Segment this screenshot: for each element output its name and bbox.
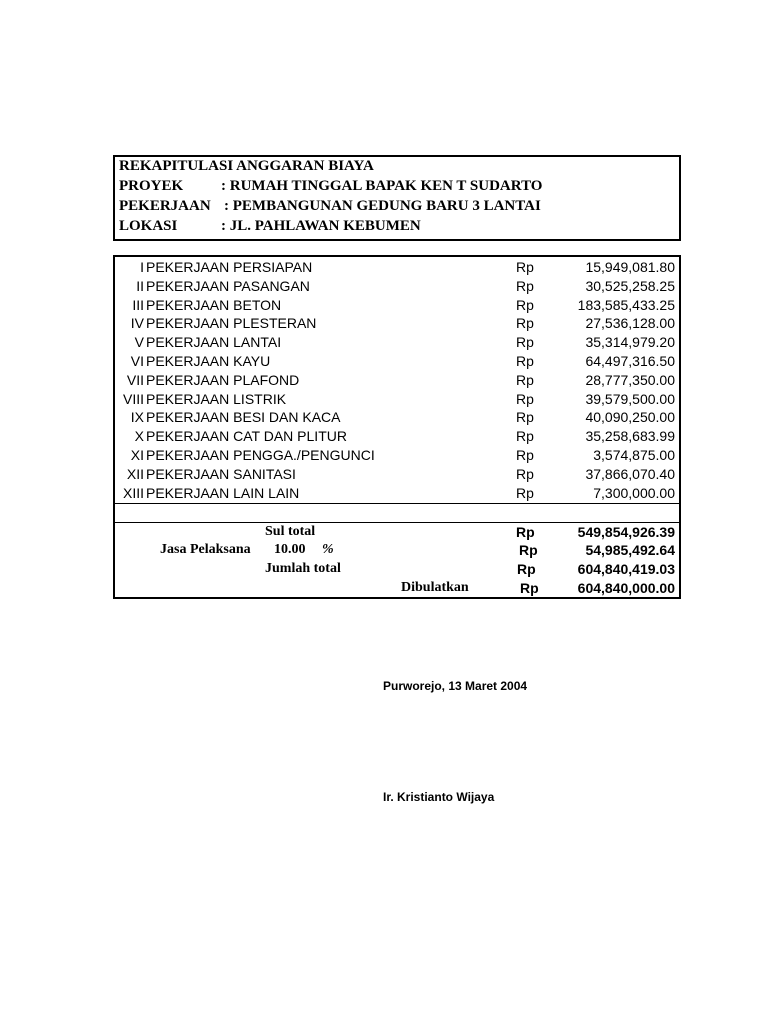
item-description: PEKERJAAN PLESTERAN xyxy=(146,315,317,332)
pekerjaan-label: PEKERJAAN xyxy=(119,198,211,214)
item-description: PEKERJAAN PERSIAPAN xyxy=(146,259,313,275)
item-amount: 39,579,500.00 xyxy=(585,390,675,407)
item-description: PEKERJAAN LANTAI xyxy=(146,334,282,351)
pekerjaan-line xyxy=(119,198,541,215)
items-box xyxy=(113,255,681,599)
item-row xyxy=(115,391,679,410)
item-row xyxy=(115,485,679,504)
proyek-line xyxy=(119,178,542,195)
separator-top xyxy=(115,503,679,504)
item-number: XIII xyxy=(122,484,144,501)
total-label: Jumlah total xyxy=(265,561,341,576)
proyek-value: : RUMAH TINGGAL BAPAK KEN T SUDARTO xyxy=(221,178,543,194)
item-description: PEKERJAAN PLAFOND xyxy=(146,371,300,388)
subtotal-label: Sul total xyxy=(265,524,316,539)
item-amount: 28,777,350.00 xyxy=(585,371,675,388)
item-currency: Rp xyxy=(516,259,534,275)
item-amount: 27,536,128.00 xyxy=(585,315,675,332)
item-description: PEKERJAAN PENGGA./PENGUNCI xyxy=(146,447,375,463)
item-number: XII xyxy=(126,465,144,482)
item-description: PEKERJAAN BETON xyxy=(146,296,282,313)
separator-bottom xyxy=(115,522,679,523)
item-description: PEKERJAAN LISTRIK xyxy=(146,390,287,407)
item-currency: Rp xyxy=(516,447,534,463)
document-title: REKAPITULASI ANGGARAN BIAYA xyxy=(119,158,374,174)
item-row xyxy=(115,259,679,278)
subtotal-currency: Rp xyxy=(516,524,535,540)
header-box xyxy=(113,155,681,241)
item-description: PEKERJAAN PASANGAN xyxy=(146,277,310,294)
item-currency: Rp xyxy=(516,353,534,369)
item-row xyxy=(115,428,679,447)
jasa-percent-sign: % xyxy=(322,542,334,557)
pekerjaan-value: : PEMBANGUNAN GEDUNG BARU 3 LANTAI xyxy=(224,198,541,214)
item-row xyxy=(115,297,679,316)
item-description: PEKERJAAN SANITASI xyxy=(146,465,296,482)
item-number: V xyxy=(134,334,144,351)
jasa-percent: 10.00 xyxy=(274,542,306,557)
item-currency: Rp xyxy=(516,315,534,332)
item-currency: Rp xyxy=(516,334,534,351)
rounded-amount: 604,840,000.00 xyxy=(577,580,675,596)
item-number: IV xyxy=(130,315,144,332)
subtotal-amount: 549,854,926.39 xyxy=(577,524,675,540)
item-currency: Rp xyxy=(516,465,534,482)
item-amount: 30,525,258.25 xyxy=(585,277,675,294)
item-currency: Rp xyxy=(516,277,534,294)
item-currency: Rp xyxy=(516,484,534,501)
item-row xyxy=(115,447,679,466)
item-number: XI xyxy=(130,447,144,463)
item-amount: 64,497,316.50 xyxy=(585,353,675,369)
item-amount: 3,574,875.00 xyxy=(593,447,675,463)
jasa-currency: Rp xyxy=(519,542,538,558)
item-number: X xyxy=(134,428,144,445)
item-number: II xyxy=(136,277,144,294)
total-amount: 604,840,419.03 xyxy=(577,561,675,577)
item-amount: 15,949,081.80 xyxy=(585,259,675,275)
item-row xyxy=(115,409,679,428)
item-currency: Rp xyxy=(516,296,534,313)
item-number: IX xyxy=(130,409,144,426)
item-currency: Rp xyxy=(516,371,534,388)
item-amount: 183,585,433.25 xyxy=(577,296,675,313)
item-number: I xyxy=(140,259,144,275)
item-currency: Rp xyxy=(516,428,534,445)
rounded-label: Dibulatkan xyxy=(401,580,469,595)
lokasi-value: : JL. PAHLAWAN KEBUMEN xyxy=(221,218,421,234)
item-amount: 37,866,070.40 xyxy=(585,465,675,482)
item-description: PEKERJAAN LAIN LAIN xyxy=(146,484,300,501)
item-amount: 7,300,000.00 xyxy=(593,484,675,501)
item-description: PEKERJAAN KAYU xyxy=(146,353,271,369)
item-number: III xyxy=(132,296,144,313)
item-number: VII xyxy=(126,371,144,388)
item-amount: 40,090,250.00 xyxy=(585,409,675,426)
item-amount: 35,258,683.99 xyxy=(585,428,675,445)
lokasi-label: LOKASI xyxy=(119,218,178,234)
item-row xyxy=(115,353,679,372)
item-currency: Rp xyxy=(516,390,534,407)
item-amount: 35,314,979.20 xyxy=(585,334,675,351)
item-description: PEKERJAAN CAT DAN PLITUR xyxy=(146,428,347,445)
item-description: PEKERJAAN BESI DAN KACA xyxy=(146,409,341,426)
lokasi-line xyxy=(119,218,421,235)
item-currency: Rp xyxy=(516,409,534,426)
item-row xyxy=(115,372,679,391)
item-row xyxy=(115,278,679,297)
item-row xyxy=(115,466,679,485)
item-number: VIII xyxy=(122,390,144,407)
proyek-label: PROYEK xyxy=(119,178,184,194)
jasa-amount: 54,985,492.64 xyxy=(585,542,675,558)
total-currency: Rp xyxy=(517,561,536,577)
signer-name: Ir. Kristianto Wijaya xyxy=(383,790,495,804)
item-row xyxy=(115,315,679,334)
item-number: VI xyxy=(130,353,144,369)
item-row xyxy=(115,334,679,353)
rounded-currency: Rp xyxy=(520,580,539,596)
place-date: Purworejo, 13 Maret 2004 xyxy=(383,679,528,693)
jasa-label: Jasa Pelaksana xyxy=(160,542,251,557)
